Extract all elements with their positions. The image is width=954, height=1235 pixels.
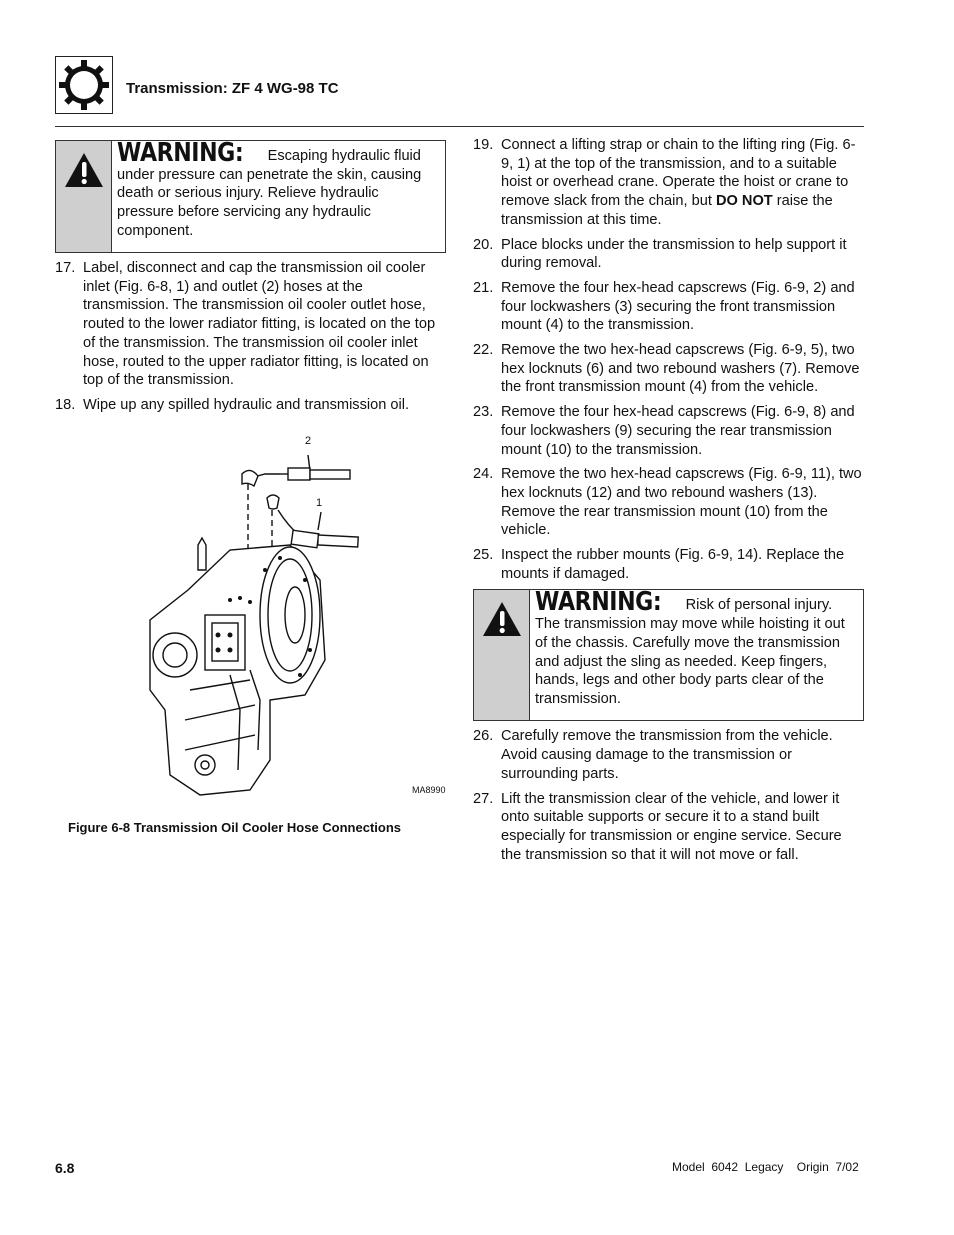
list-item	[55, 396, 446, 415]
warning-text	[530, 587, 863, 720]
warning-box-personal-injury	[473, 589, 864, 721]
warning-message: Escaping hydraulic fluid under pressure can penetrate the skin, causing death or serious injury. Relieve hydraulic pressure before servicing any hydraulic component.	[117, 148, 422, 239]
warning-box-hydraulic	[55, 140, 446, 253]
list-item	[473, 236, 864, 273]
step-text: Lift the transmission clear of the vehicle, and lower it onto suitable supports or secure it to a stand built especially for transmission or engine service. Secure the transmission so that it will not move or fall.	[501, 790, 842, 863]
left-column	[55, 140, 446, 421]
step-text: Remove the four hex-head capscrews (Fig. 6-9, 2) and four lockwashers (3) securing the front transmission mount (4) to the transmission.	[501, 279, 855, 334]
figure-caption: Figure 6-8 Transmission Oil Cooler Hose Connections	[68, 820, 402, 835]
header-divider	[55, 126, 864, 127]
step-number: 24.	[473, 466, 494, 483]
step-number: 27.	[473, 790, 494, 807]
step-number: 25.	[473, 547, 494, 564]
gear-icon	[56, 57, 112, 113]
transmission-illustration	[130, 430, 460, 800]
step-number: 21.	[473, 279, 494, 296]
step-text-part: Connect a lifting strap or chain to the lifting ring (Fig. 6-9, 1) at the top of the transmission, and to a suitable hoist or overhead crane. Operate the hoist or crane to remove slack from the chain, but	[501, 137, 856, 210]
list-item	[473, 727, 864, 783]
warning-triangle-icon	[481, 600, 523, 638]
step-number: 20.	[473, 236, 494, 253]
footer-model-info: Model 6042 Legacy Origin 7/02	[672, 1160, 859, 1174]
warning-side-panel	[56, 141, 112, 252]
warning-message: Risk of personal injury. The transmission may move while hoisting it out of the chassis. Carefully move the transmission and adjust the sling as needed. Keep fingers, hands, legs and other body parts clear of the transmission.	[535, 597, 845, 707]
callout-2: 2	[305, 435, 312, 447]
callout-1: 1	[316, 497, 323, 509]
step-number: 22.	[473, 342, 494, 359]
step-text: Remove the two hex-head capscrews (Fig. 6-9, 5), two hex locknuts (6) and two rebound washers (7). Remove the front transmission mount (4) from the vehicle.	[501, 342, 860, 396]
left-steps	[55, 259, 446, 415]
list-item	[473, 546, 864, 583]
list-item	[473, 403, 864, 459]
step-text: Label, disconnect and cap the transmission oil cooler inlet (Fig. 6-8, 1) and outlet (2) hoses at the transmission. The transmission oil cooler outlet hose, routed to the lower radiator fitting, is located on the top of the transmission. The transmission oil cooler inlet hose, routed to the upper radiator fitting, is located on top of the transmission.	[83, 260, 436, 389]
step-text-part: raise the transmission at this time.	[501, 193, 833, 228]
warning-triangle-icon	[63, 151, 105, 189]
right-steps-b	[473, 727, 864, 864]
step-text	[501, 136, 864, 230]
step-text: Place blocks under the transmission to help support it during removal.	[501, 236, 847, 272]
list-item	[473, 341, 864, 397]
emphasis-do-not: DO NOT	[715, 193, 773, 210]
gear-icon-box	[55, 56, 113, 114]
list-item	[473, 279, 864, 335]
list-item	[473, 465, 864, 540]
warning-side-panel	[474, 590, 530, 720]
right-steps-a	[473, 136, 864, 583]
right-column	[473, 136, 864, 870]
step-text: Inspect the rubber mounts (Fig. 6-9, 14). Replace the mounts if damaged.	[501, 547, 845, 582]
step-number: 17.	[55, 260, 76, 276]
step-number: 19.	[473, 137, 494, 153]
warning-text	[112, 138, 445, 252]
figure-id: MA8990	[412, 785, 446, 795]
step-text: Remove the two hex-head capscrews (Fig. 6-9, 11), two hex locknuts (12) and two rebound washers (13). Remove the rear transmission mount (10) from the vehicle.	[501, 466, 862, 539]
step-number: 23.	[473, 404, 494, 421]
step-number: 26.	[473, 728, 494, 745]
list-item	[473, 790, 864, 865]
warning-label: WARNING:	[535, 587, 662, 618]
warning-label: WARNING:	[117, 138, 244, 168]
step-text: Remove the four hex-head capscrews (Fig. 6-9, 8) and four lockwashers (9) securing the rear transmission mount (10) to the transmission.	[501, 404, 855, 458]
page-title: Transmission: ZF 4 WG-98 TC	[126, 80, 339, 97]
figure-transmission	[130, 430, 460, 800]
step-text: Carefully remove the transmission from the vehicle. Avoid causing damage to the transmission or surrounding parts.	[501, 728, 833, 782]
list-item	[55, 259, 446, 390]
page-number: 6.8	[55, 1160, 75, 1176]
step-text: Wipe up any spilled hydraulic and transmission oil.	[83, 396, 410, 413]
step-number: 18.	[55, 396, 76, 413]
list-item	[473, 136, 864, 230]
